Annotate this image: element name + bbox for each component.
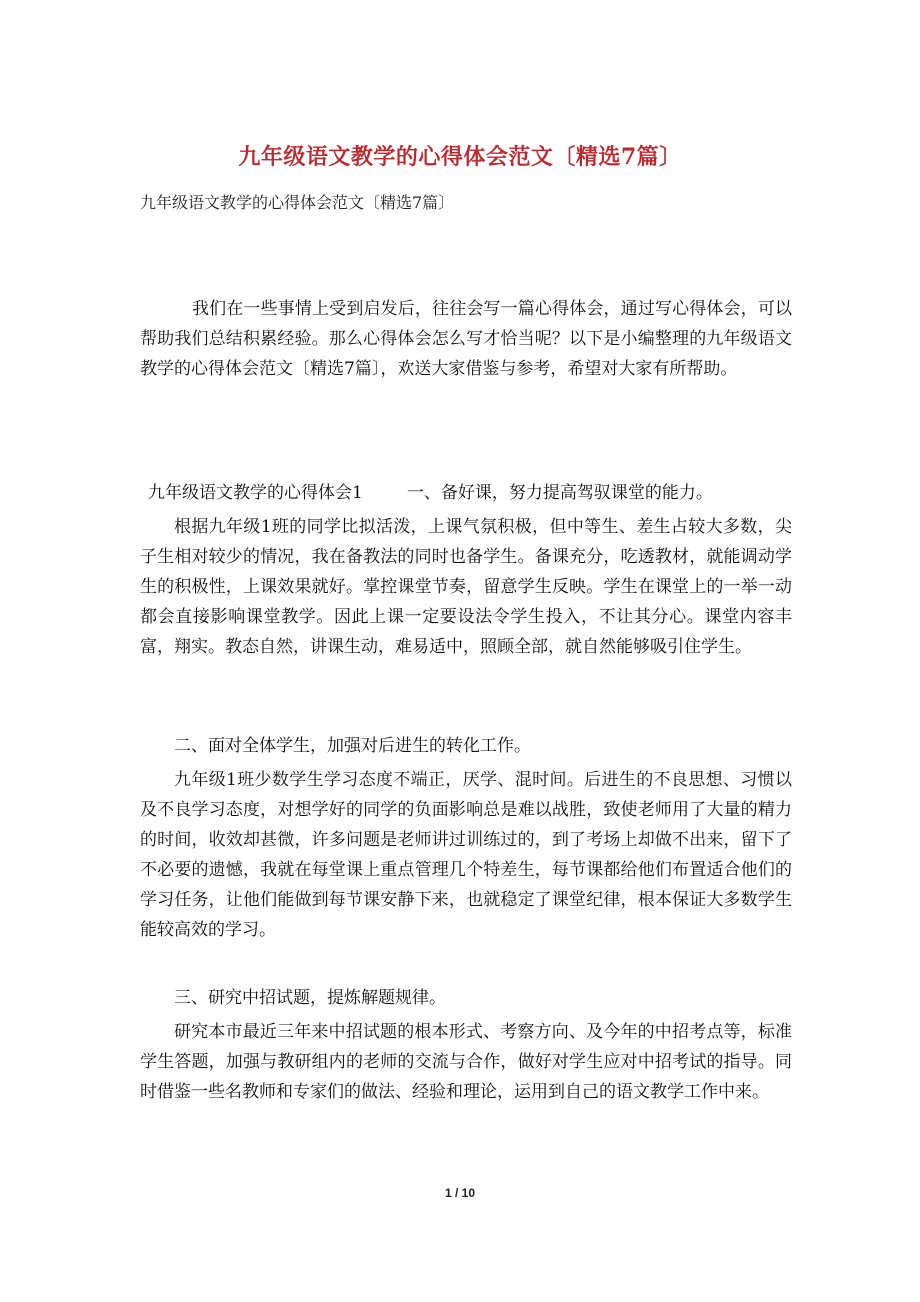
- intro-paragraph: 我们在一些事情上受到启发后，往往会写一篇心得体会，通过写心得体会，可以帮助我们总结积累经验。那么心得体会怎么写才恰当呢？以下是小编整理的九年级语文教学的心得体会范文〔精选7篇〕，欢送大家借鉴与参考，希望对大家有所帮助。: [140, 299, 792, 379]
- paragraph-1: 根据九年级1班的同学比拟活泼，上课气氛积极，但中等生、差生占较大多数，尖子生相对较少的情况，我在备教法的同时也备学生。备课充分，吃透教材，就能调动学生的积极性，上课效果就好。掌控课堂节奏，留意学生反映。学生在课堂上的一举一动都会直接影响课堂教学。因此上课一定要设法令学生投入，不让其分心。课堂内容丰富，翔实。教态自然，讲课生动，难易适中，照顾全部，就自然能够吸引住学生。: [140, 517, 792, 657]
- paragraph-2: 九年级1班少数学生学习态度不端正，厌学、混时间。后进生的不良思想、习惯以及不良学习态度，对想学好的同学的负面影响总是难以战胜，致使老师用了大量的精力的时间，收效却甚微，许多问题是老师讲过训练过的，到了考场上却做不出来，留下了不必要的遗憾，我就在每堂课上重点管理几个特差生，每节课都给他们布置适合他们的学习任务，让他们能做到每节课安静下来，也就稳定了课堂纪律，根本保证大多数学生能较高效的学习。: [140, 770, 792, 940]
- paragraph-3: 研究本市最近三年来中招试题的根本形式、考察方向、及今年的中招考点等，标准学生答题，加强与教研组内的老师的交流与合作，做好对学生应对中招考试的指导。同时借鉴一些名教师和专家们的做法、经验和理论，运用到自己的语文教学工作中来。: [140, 1022, 792, 1102]
- point-3-heading: 三、研究中招试题，提炼解题规律。: [174, 988, 446, 1008]
- page-number: 1 / 10: [444, 1186, 476, 1200]
- document-title: 九年级语文教学的心得体会范文〔精选7篇〕: [238, 144, 682, 170]
- document-subtitle: 九年级语文教学的心得体会范文〔精选7篇〕: [140, 193, 455, 212]
- point-2-heading: 二、面对全体学生，加强对后进生的转化工作。: [174, 736, 531, 756]
- point-1-heading: 一、备好课，努力提高驾驭课堂的能力。: [406, 483, 713, 503]
- section-heading-line: [148, 478, 713, 508]
- section-heading: 九年级语文教学的心得体会1: [148, 483, 363, 503]
